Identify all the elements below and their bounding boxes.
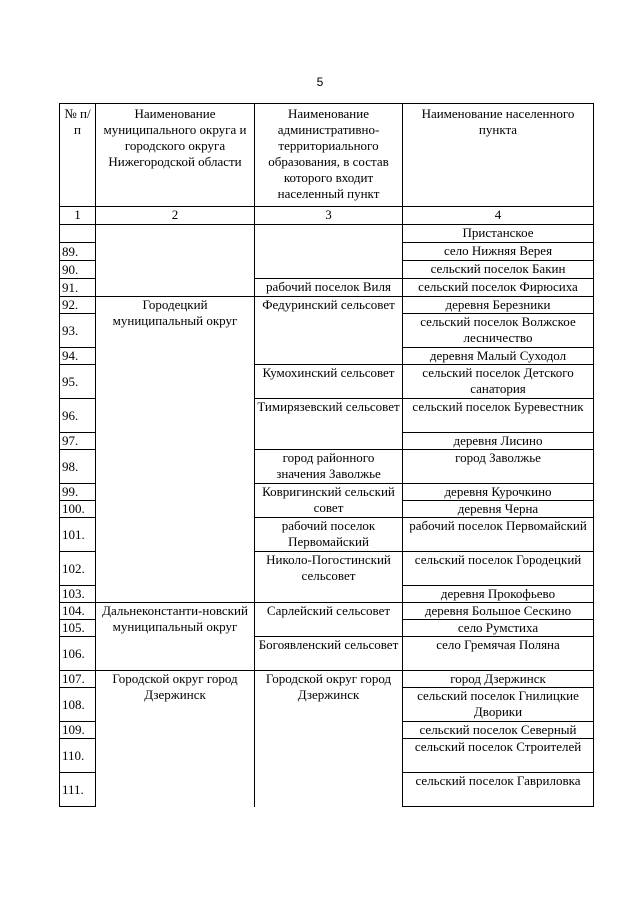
settlement-cell: сельский поселок Городецкий bbox=[403, 552, 594, 586]
column-number: 3 bbox=[255, 207, 403, 225]
settlement-cell: деревня Большое Сескино bbox=[403, 603, 594, 620]
admin-unit-cell bbox=[255, 225, 403, 279]
settlement-cell: деревня Лисино bbox=[403, 433, 594, 450]
district-cell: Городской округ город Дзержинск bbox=[96, 671, 255, 807]
row-number: 89. bbox=[60, 243, 96, 261]
settlement-cell: сельский поселок Гавриловка bbox=[403, 773, 594, 807]
row-number: 99. bbox=[60, 484, 96, 501]
district-cell: Дальнеконстанти-новский муниципальный округ bbox=[96, 603, 255, 671]
row-number: 110. bbox=[60, 739, 96, 773]
row-number: 102. bbox=[60, 552, 96, 586]
row-number: 108. bbox=[60, 688, 96, 722]
settlement-cell: рабочий поселок Первомайский bbox=[403, 518, 594, 552]
header-number: № п/п bbox=[60, 104, 96, 207]
settlement-cell: село Гремячая Поляна bbox=[403, 637, 594, 671]
admin-unit-cell: Кумохинский сельсовет bbox=[255, 365, 403, 399]
admin-unit-cell: Сарлейский сельсовет bbox=[255, 603, 403, 637]
settlement-cell: сельский поселок Гнилицкие Дворики bbox=[403, 688, 594, 722]
settlement-cell: Пристанское bbox=[403, 225, 594, 243]
column-numbers-row bbox=[60, 207, 594, 225]
row-number: 104. bbox=[60, 603, 96, 620]
settlement-cell: сельский поселок Детского санатория bbox=[403, 365, 594, 399]
settlement-cell: деревня Черна bbox=[403, 501, 594, 518]
admin-unit-cell: рабочий поселок Виля bbox=[255, 279, 403, 297]
page-number: 5 bbox=[316, 75, 324, 89]
admin-unit-cell: Тимирязевский сельсовет bbox=[255, 399, 403, 450]
row-number: 111. bbox=[60, 773, 96, 807]
settlements-table bbox=[59, 103, 594, 807]
header-settlement: Наименование населенного пункта bbox=[403, 104, 594, 207]
district-cell: Городецкий муниципальный округ bbox=[96, 297, 255, 603]
admin-unit-cell: Городской округ город Дзержинск bbox=[255, 671, 403, 807]
row-number: 100. bbox=[60, 501, 96, 518]
settlement-cell: сельский поселок Северный bbox=[403, 722, 594, 739]
admin-unit-cell: Федуринский сельсовет bbox=[255, 297, 403, 365]
row-number: 96. bbox=[60, 399, 96, 433]
row-number: 98. bbox=[60, 450, 96, 484]
admin-unit-cell: Ковригинский сельский совет bbox=[255, 484, 403, 518]
row-number: 95. bbox=[60, 365, 96, 399]
column-number: 1 bbox=[60, 207, 96, 225]
admin-unit-cell: Николо-Погостинский сельсовет bbox=[255, 552, 403, 603]
settlement-cell: город Заволжье bbox=[403, 450, 594, 484]
admin-unit-cell: город районного значения Заволжье bbox=[255, 450, 403, 484]
row-number: 103. bbox=[60, 586, 96, 603]
row-number: 91. bbox=[60, 279, 96, 297]
row-number: 92. bbox=[60, 297, 96, 314]
settlement-cell: сельский поселок Волжское лесничество bbox=[403, 314, 594, 348]
row-number: 105. bbox=[60, 620, 96, 637]
settlement-cell: село Нижняя Верея bbox=[403, 243, 594, 261]
row-number: 94. bbox=[60, 348, 96, 365]
table-header-row bbox=[60, 104, 594, 207]
row-number: 106. bbox=[60, 637, 96, 671]
row-number: 93. bbox=[60, 314, 96, 348]
settlement-cell: сельский поселок Буревестник bbox=[403, 399, 594, 433]
settlement-cell: сельский поселок Строителей bbox=[403, 739, 594, 773]
table-row bbox=[60, 225, 594, 243]
settlement-cell: город Дзержинск bbox=[403, 671, 594, 688]
row-number: 107. bbox=[60, 671, 96, 688]
settlement-cell: деревня Курочкино bbox=[403, 484, 594, 501]
table-row bbox=[60, 297, 594, 314]
settlement-cell: село Румстиха bbox=[403, 620, 594, 637]
row-number: 109. bbox=[60, 722, 96, 739]
settlement-cell: сельский поселок Бакин bbox=[403, 261, 594, 279]
row-number: 101. bbox=[60, 518, 96, 552]
row-number: 90. bbox=[60, 261, 96, 279]
table-row bbox=[60, 671, 594, 688]
district-cell bbox=[96, 225, 255, 297]
settlement-cell: сельский поселок Фирюсиха bbox=[403, 279, 594, 297]
header-admin-unit: Наименование административно-территориального образования, в состав которого входит населенный пункт bbox=[255, 104, 403, 207]
settlement-cell: деревня Березники bbox=[403, 297, 594, 314]
settlement-cell: деревня Прокофьево bbox=[403, 586, 594, 603]
header-district: Наименование муниципального округа и городского округа Нижегородской области bbox=[96, 104, 255, 207]
column-number: 4 bbox=[403, 207, 594, 225]
row-number bbox=[60, 225, 96, 243]
table-row bbox=[60, 603, 594, 620]
admin-unit-cell: рабочий поселок Первомайский bbox=[255, 518, 403, 552]
column-number: 2 bbox=[96, 207, 255, 225]
settlement-cell: деревня Малый Суходол bbox=[403, 348, 594, 365]
admin-unit-cell: Богоявленский сельсовет bbox=[255, 637, 403, 671]
row-number: 97. bbox=[60, 433, 96, 450]
